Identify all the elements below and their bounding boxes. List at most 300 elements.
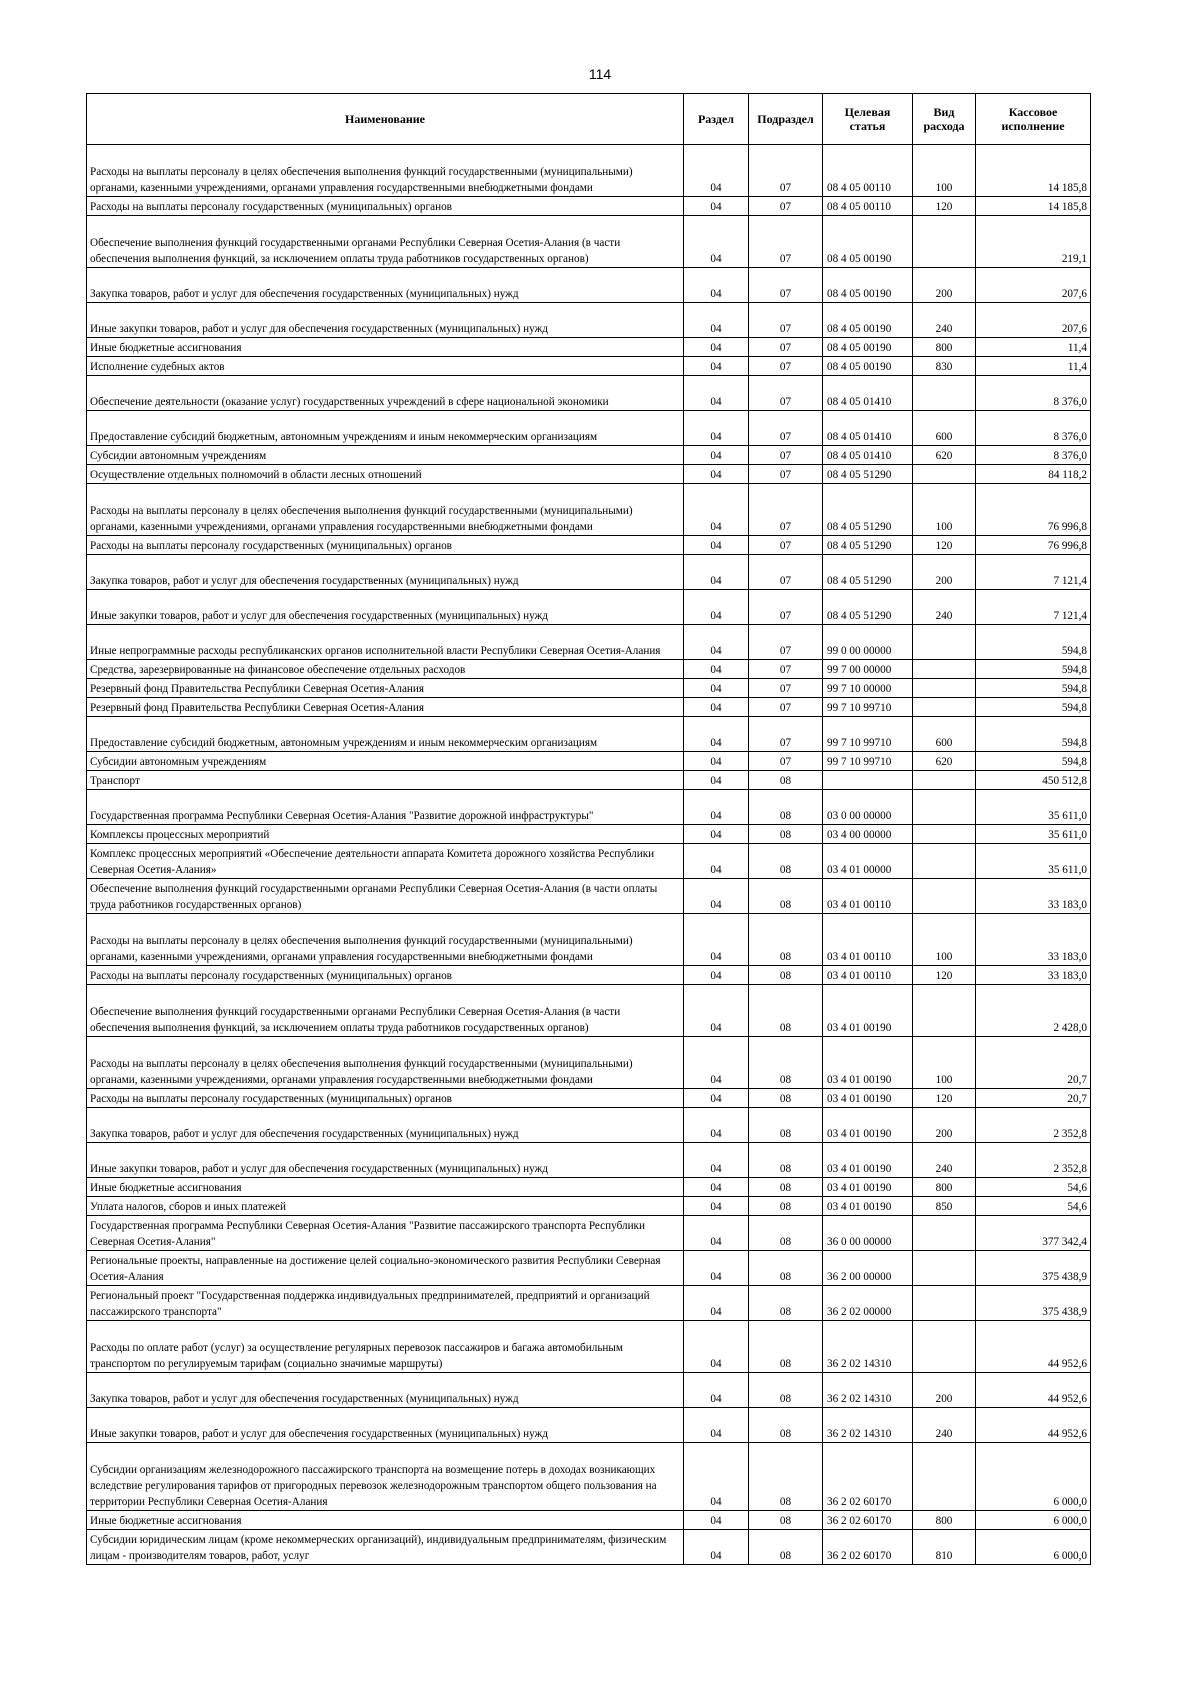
cell-target-article: 03 4 01 00190: [823, 1108, 913, 1143]
cell-expense-type: [913, 216, 976, 268]
table-row: [87, 1216, 1091, 1251]
cell-expense-type: 200: [913, 268, 976, 303]
table-row: [87, 844, 1091, 879]
table-row: [87, 446, 1091, 465]
cell-name: Расходы по оплате работ (услуг) за осуществление регулярных перевозок пассажиров и багажа автомобильным транспортом по регулируемым тарифам (социально значимые маршруты): [87, 1321, 684, 1373]
cell-name: Предоставление субсидий бюджетным, автономным учреждениям и иным некоммерческим организациям: [87, 717, 684, 752]
table-row: [87, 1511, 1091, 1530]
cell-target-article: 08 4 05 51290: [823, 536, 913, 555]
cell-target-article: 03 4 01 00190: [823, 1089, 913, 1108]
cell-name: Закупка товаров, работ и услуг для обеспечения государственных (муниципальных) нужд: [87, 555, 684, 590]
cell-expense-type: 200: [913, 1373, 976, 1408]
cell-podrazdel: 07: [749, 660, 823, 679]
cell-target-article: 36 2 02 60170: [823, 1530, 913, 1565]
cell-razdel: 04: [684, 1321, 749, 1373]
cell-name: Иные закупки товаров, работ и услуг для обеспечения государственных (муниципальных) нужд: [87, 1143, 684, 1178]
cell-name: Расходы на выплаты персоналу государственных (муниципальных) органов: [87, 1089, 684, 1108]
table-row: [87, 914, 1091, 966]
cell-razdel: 04: [684, 914, 749, 966]
table-row: [87, 1408, 1091, 1443]
cell-podrazdel: 07: [749, 338, 823, 357]
cell-podrazdel: 08: [749, 966, 823, 985]
cell-name: Иные закупки товаров, работ и услуг для обеспечения государственных (муниципальных) нужд: [87, 303, 684, 338]
cell-podrazdel: 07: [749, 303, 823, 338]
cell-cash-execution: 594,8: [976, 698, 1091, 717]
cell-podrazdel: 07: [749, 752, 823, 771]
cell-target-article: 08 4 05 00190: [823, 303, 913, 338]
cell-cash-execution: 2 428,0: [976, 985, 1091, 1037]
cell-razdel: 04: [684, 966, 749, 985]
cell-cash-execution: 44 952,6: [976, 1321, 1091, 1373]
table-row: [87, 555, 1091, 590]
table-row: [87, 1143, 1091, 1178]
cell-razdel: 04: [684, 660, 749, 679]
cell-razdel: 04: [684, 411, 749, 446]
table-row: [87, 1178, 1091, 1197]
cell-expense-type: 100: [913, 1037, 976, 1089]
page-number: 114: [588, 66, 612, 82]
cell-podrazdel: 08: [749, 1373, 823, 1408]
cell-name: Региональный проект "Государственная поддержка индивидуальных предпринимателей, предприятий и организаций пассажирского транспорта": [87, 1286, 684, 1321]
cell-target-article: 36 2 02 00000: [823, 1286, 913, 1321]
cell-expense-type: [913, 1251, 976, 1286]
cell-target-article: 03 4 01 00110: [823, 914, 913, 966]
cell-cash-execution: 76 996,8: [976, 484, 1091, 536]
table-row: [87, 825, 1091, 844]
cell-podrazdel: 08: [749, 1037, 823, 1089]
cell-expense-type: 620: [913, 752, 976, 771]
cell-expense-type: 240: [913, 590, 976, 625]
cell-razdel: 04: [684, 1251, 749, 1286]
cell-name: Средства, зарезервированные на финансовое обеспечение отдельных расходов: [87, 660, 684, 679]
table-row: [87, 771, 1091, 790]
cell-expense-type: 240: [913, 1408, 976, 1443]
cell-cash-execution: 35 611,0: [976, 825, 1091, 844]
cell-expense-type: 830: [913, 357, 976, 376]
cell-podrazdel: 08: [749, 1108, 823, 1143]
cell-name: Предоставление субсидий бюджетным, автономным учреждениям и иным некоммерческим организациям: [87, 411, 684, 446]
cell-razdel: 04: [684, 1286, 749, 1321]
table-row: [87, 590, 1091, 625]
cell-name: Расходы на выплаты персоналу в целях обеспечения выполнения функций государственными (муниципальными) органами, казенными учреждениями, органами управления государственными внебюджетными фондами: [87, 914, 684, 966]
cell-cash-execution: 35 611,0: [976, 844, 1091, 879]
cell-podrazdel: 07: [749, 268, 823, 303]
cell-expense-type: [913, 825, 976, 844]
cell-target-article: 08 4 05 01410: [823, 446, 913, 465]
cell-expense-type: [913, 679, 976, 698]
cell-expense-type: [913, 844, 976, 879]
cell-razdel: 04: [684, 1178, 749, 1197]
cell-name: Закупка товаров, работ и услуг для обеспечения государственных (муниципальных) нужд: [87, 1373, 684, 1408]
cell-razdel: 04: [684, 771, 749, 790]
cell-name: Комплексы процессных мероприятий: [87, 825, 684, 844]
cell-razdel: 04: [684, 376, 749, 411]
cell-name: Резервный фонд Правительства Республики Северная Осетия-Алания: [87, 679, 684, 698]
cell-podrazdel: 08: [749, 879, 823, 914]
table-row: [87, 1089, 1091, 1108]
cell-cash-execution: 44 952,6: [976, 1408, 1091, 1443]
cell-name: Транспорт: [87, 771, 684, 790]
cell-target-article: 08 4 05 00110: [823, 145, 913, 197]
table-row: [87, 216, 1091, 268]
cell-target-article: 08 4 05 51290: [823, 590, 913, 625]
table-row: [87, 1443, 1091, 1511]
cell-target-article: 08 4 05 00190: [823, 216, 913, 268]
cell-target-article: [823, 771, 913, 790]
cell-expense-type: 200: [913, 555, 976, 590]
cell-cash-execution: 594,8: [976, 679, 1091, 698]
cell-cash-execution: 6 000,0: [976, 1511, 1091, 1530]
table-row: [87, 411, 1091, 446]
cell-expense-type: 800: [913, 1178, 976, 1197]
cell-target-article: 99 7 10 00000: [823, 679, 913, 698]
table-body: [87, 145, 1091, 1565]
cell-cash-execution: 2 352,8: [976, 1108, 1091, 1143]
cell-target-article: 08 4 05 00190: [823, 357, 913, 376]
cell-podrazdel: 08: [749, 1197, 823, 1216]
cell-target-article: 08 4 05 01410: [823, 376, 913, 411]
cell-name: Расходы на выплаты персоналу в целях обеспечения выполнения функций государственными (муниципальными) органами, казенными учреждениями, органами управления государственными внебюджетными фондами: [87, 145, 684, 197]
table-row: [87, 536, 1091, 555]
cell-expense-type: 240: [913, 1143, 976, 1178]
cell-target-article: 03 4 01 00110: [823, 879, 913, 914]
cell-cash-execution: 207,6: [976, 303, 1091, 338]
cell-cash-execution: 6 000,0: [976, 1530, 1091, 1565]
cell-expense-type: [913, 879, 976, 914]
cell-expense-type: 100: [913, 914, 976, 966]
cell-target-article: 36 2 02 60170: [823, 1443, 913, 1511]
cell-podrazdel: 08: [749, 771, 823, 790]
table-row: [87, 303, 1091, 338]
cell-podrazdel: 07: [749, 145, 823, 197]
cell-name: Иные закупки товаров, работ и услуг для обеспечения государственных (муниципальных) нужд: [87, 590, 684, 625]
cell-cash-execution: 35 611,0: [976, 790, 1091, 825]
cell-razdel: 04: [684, 465, 749, 484]
cell-target-article: 99 7 10 99710: [823, 717, 913, 752]
cell-expense-type: 200: [913, 1108, 976, 1143]
cell-expense-type: [913, 660, 976, 679]
table-row: [87, 465, 1091, 484]
cell-cash-execution: 375 438,9: [976, 1286, 1091, 1321]
cell-razdel: 04: [684, 357, 749, 376]
table-row: [87, 698, 1091, 717]
cell-name: Иные непрограммные расходы республиканских органов исполнительной власти Республики Северная Осетия-Алания: [87, 625, 684, 660]
cell-name: Расходы на выплаты персоналу государственных (муниципальных) органов: [87, 536, 684, 555]
cell-expense-type: 800: [913, 338, 976, 357]
cell-razdel: 04: [684, 717, 749, 752]
cell-name: Государственная программа Республики Северная Осетия-Алания "Развитие дорожной инфраструктуры": [87, 790, 684, 825]
cell-razdel: 04: [684, 446, 749, 465]
table-row: [87, 717, 1091, 752]
table-row: [87, 145, 1091, 197]
cell-razdel: 04: [684, 338, 749, 357]
cell-name: Расходы на выплаты персоналу государственных (муниципальных) органов: [87, 197, 684, 216]
cell-razdel: 04: [684, 1089, 749, 1108]
cell-podrazdel: 07: [749, 465, 823, 484]
cell-name: Иные закупки товаров, работ и услуг для обеспечения государственных (муниципальных) нужд: [87, 1408, 684, 1443]
budget-execution-table: [86, 93, 1091, 1565]
cell-name: Расходы на выплаты персоналу в целях обеспечения выполнения функций государственными (муниципальными) органами, казенными учреждениями, органами управления государственными внебюджетными фондами: [87, 1037, 684, 1089]
cell-cash-execution: 44 952,6: [976, 1373, 1091, 1408]
cell-cash-execution: 84 118,2: [976, 465, 1091, 484]
cell-target-article: 08 4 05 51290: [823, 465, 913, 484]
cell-expense-type: 850: [913, 1197, 976, 1216]
table-row: [87, 790, 1091, 825]
table-row: [87, 376, 1091, 411]
cell-target-article: 36 2 02 14310: [823, 1373, 913, 1408]
cell-target-article: 08 4 05 00110: [823, 197, 913, 216]
cell-name: Осуществление отдельных полномочий в области лесных отношений: [87, 465, 684, 484]
header-target-article: Целевая статья: [823, 94, 913, 145]
cell-razdel: 04: [684, 1037, 749, 1089]
cell-razdel: 04: [684, 752, 749, 771]
table-row: [87, 752, 1091, 771]
cell-podrazdel: 08: [749, 1408, 823, 1443]
cell-name: Иные бюджетные ассигнования: [87, 338, 684, 357]
cell-razdel: 04: [684, 1143, 749, 1178]
cell-expense-type: [913, 790, 976, 825]
cell-cash-execution: 8 376,0: [976, 411, 1091, 446]
table-row: [87, 268, 1091, 303]
cell-podrazdel: 08: [749, 1321, 823, 1373]
table-row: [87, 625, 1091, 660]
cell-cash-execution: 14 185,8: [976, 197, 1091, 216]
cell-razdel: 04: [684, 1216, 749, 1251]
cell-podrazdel: 07: [749, 679, 823, 698]
cell-razdel: 04: [684, 145, 749, 197]
cell-razdel: 04: [684, 590, 749, 625]
cell-expense-type: 120: [913, 536, 976, 555]
cell-target-article: 99 7 00 00000: [823, 660, 913, 679]
header-podrazdel: Подраздел: [749, 94, 823, 145]
cell-podrazdel: 08: [749, 1530, 823, 1565]
cell-name: Государственная программа Республики Северная Осетия-Алания "Развитие пассажирского транспорта Республики Северная Осетия-Алания": [87, 1216, 684, 1251]
cell-expense-type: [913, 1443, 976, 1511]
cell-razdel: 04: [684, 536, 749, 555]
cell-name: Обеспечение выполнения функций государственными органами Республики Северная Осетия-Алания (в части обеспечения выполнения функций, за исключением оплаты труда работников государственных органов): [87, 985, 684, 1037]
cell-razdel: 04: [684, 555, 749, 590]
cell-razdel: 04: [684, 1443, 749, 1511]
cell-name: Обеспечение выполнения функций государственными органами Республики Северная Осетия-Алания (в части обеспечения выполнения функций, за исключением оплаты труда работников государственных органов): [87, 216, 684, 268]
header-razdel: Раздел: [684, 94, 749, 145]
header-expense-type: Вид расхода: [913, 94, 976, 145]
cell-target-article: 36 2 02 14310: [823, 1321, 913, 1373]
cell-podrazdel: 07: [749, 197, 823, 216]
cell-target-article: 03 0 00 00000: [823, 790, 913, 825]
cell-podrazdel: 08: [749, 914, 823, 966]
header-name: Наименование: [87, 94, 684, 145]
cell-podrazdel: 08: [749, 1511, 823, 1530]
cell-name: Закупка товаров, работ и услуг для обеспечения государственных (муниципальных) нужд: [87, 1108, 684, 1143]
cell-name: Субсидии автономным учреждениям: [87, 446, 684, 465]
cell-name: Исполнение судебных актов: [87, 357, 684, 376]
cell-razdel: 04: [684, 625, 749, 660]
cell-target-article: 08 4 05 00190: [823, 338, 913, 357]
cell-podrazdel: 08: [749, 790, 823, 825]
cell-cash-execution: 20,7: [976, 1089, 1091, 1108]
cell-expense-type: 620: [913, 446, 976, 465]
cell-cash-execution: 11,4: [976, 357, 1091, 376]
cell-razdel: 04: [684, 698, 749, 717]
cell-razdel: 04: [684, 303, 749, 338]
cell-cash-execution: 7 121,4: [976, 555, 1091, 590]
header-cash-execution: Кассовое исполнение: [976, 94, 1091, 145]
cell-razdel: 04: [684, 268, 749, 303]
table-row: [87, 357, 1091, 376]
cell-podrazdel: 08: [749, 1143, 823, 1178]
cell-cash-execution: 54,6: [976, 1197, 1091, 1216]
cell-target-article: 36 2 02 14310: [823, 1408, 913, 1443]
cell-podrazdel: 08: [749, 1178, 823, 1197]
cell-name: Расходы на выплаты персоналу государственных (муниципальных) органов: [87, 966, 684, 985]
table-row: [87, 338, 1091, 357]
table-row: [87, 1373, 1091, 1408]
cell-razdel: 04: [684, 1373, 749, 1408]
cell-expense-type: [913, 625, 976, 660]
cell-expense-type: 120: [913, 966, 976, 985]
cell-cash-execution: 450 512,8: [976, 771, 1091, 790]
cell-target-article: 36 0 00 00000: [823, 1216, 913, 1251]
cell-name: Субсидии юридическим лицам (кроме некоммерческих организаций), индивидуальным предпринимателям, физическим лицам - производителям товаров, работ, услуг: [87, 1530, 684, 1565]
cell-razdel: 04: [684, 197, 749, 216]
cell-podrazdel: 08: [749, 825, 823, 844]
cell-cash-execution: 8 376,0: [976, 376, 1091, 411]
cell-name: Обеспечение деятельности (оказание услуг) государственных учреждений в сфере национальной экономики: [87, 376, 684, 411]
cell-cash-execution: 33 183,0: [976, 879, 1091, 914]
cell-podrazdel: 08: [749, 985, 823, 1037]
table-row: [87, 1037, 1091, 1089]
cell-cash-execution: 7 121,4: [976, 590, 1091, 625]
table-row: [87, 1530, 1091, 1565]
cell-cash-execution: 76 996,8: [976, 536, 1091, 555]
cell-cash-execution: 594,8: [976, 625, 1091, 660]
cell-target-article: 08 4 05 01410: [823, 411, 913, 446]
cell-target-article: 08 4 05 51290: [823, 484, 913, 536]
cell-name: Региональные проекты, направленные на достижение целей социально-экономического развития Республики Северная Осетия-Алания: [87, 1251, 684, 1286]
cell-podrazdel: 08: [749, 1286, 823, 1321]
cell-podrazdel: 07: [749, 411, 823, 446]
cell-razdel: 04: [684, 1108, 749, 1143]
cell-podrazdel: 07: [749, 555, 823, 590]
cell-expense-type: 800: [913, 1511, 976, 1530]
cell-name: Субсидии автономным учреждениям: [87, 752, 684, 771]
cell-cash-execution: 207,6: [976, 268, 1091, 303]
cell-razdel: 04: [684, 790, 749, 825]
cell-target-article: 03 4 01 00000: [823, 844, 913, 879]
cell-name: Комплекс процессных мероприятий «Обеспечение деятельности аппарата Комитета дорожного хозяйства Республики Северная Осетия-Алания»: [87, 844, 684, 879]
cell-expense-type: [913, 698, 976, 717]
cell-razdel: 04: [684, 985, 749, 1037]
cell-podrazdel: 07: [749, 698, 823, 717]
cell-cash-execution: 54,6: [976, 1178, 1091, 1197]
cell-cash-execution: 594,8: [976, 752, 1091, 771]
cell-target-article: 03 4 01 00110: [823, 966, 913, 985]
cell-razdel: 04: [684, 216, 749, 268]
cell-target-article: 08 4 05 00190: [823, 268, 913, 303]
table-row: [87, 1197, 1091, 1216]
cell-expense-type: [913, 465, 976, 484]
table-row: [87, 1321, 1091, 1373]
cell-target-article: 99 0 00 00000: [823, 625, 913, 660]
cell-target-article: 36 2 02 60170: [823, 1511, 913, 1530]
cell-podrazdel: 07: [749, 484, 823, 536]
cell-name: Обеспечение выполнения функций государственными органами Республики Северная Осетия-Алания (в части оплаты труда работников государственных органов): [87, 879, 684, 914]
cell-target-article: 03 4 01 00190: [823, 1178, 913, 1197]
cell-target-article: 36 2 00 00000: [823, 1251, 913, 1286]
cell-expense-type: [913, 771, 976, 790]
cell-razdel: 04: [684, 1511, 749, 1530]
cell-cash-execution: 2 352,8: [976, 1143, 1091, 1178]
cell-name: Расходы на выплаты персоналу в целях обеспечения выполнения функций государственными (муниципальными) органами, казенными учреждениями, органами управления государственными внебюджетными фондами: [87, 484, 684, 536]
cell-expense-type: 600: [913, 717, 976, 752]
cell-expense-type: 810: [913, 1530, 976, 1565]
cell-cash-execution: 375 438,9: [976, 1251, 1091, 1286]
cell-razdel: 04: [684, 825, 749, 844]
cell-expense-type: 100: [913, 484, 976, 536]
cell-expense-type: 120: [913, 1089, 976, 1108]
cell-podrazdel: 07: [749, 717, 823, 752]
cell-razdel: 04: [684, 1197, 749, 1216]
cell-expense-type: [913, 1286, 976, 1321]
cell-name: Иные бюджетные ассигнования: [87, 1511, 684, 1530]
cell-podrazdel: 07: [749, 446, 823, 465]
cell-podrazdel: 07: [749, 625, 823, 660]
table-header-row: [87, 94, 1091, 145]
cell-razdel: 04: [684, 1530, 749, 1565]
table-row: [87, 966, 1091, 985]
table-row: [87, 1251, 1091, 1286]
cell-cash-execution: 33 183,0: [976, 914, 1091, 966]
cell-razdel: 04: [684, 484, 749, 536]
cell-podrazdel: 07: [749, 590, 823, 625]
cell-podrazdel: 08: [749, 1251, 823, 1286]
cell-cash-execution: 20,7: [976, 1037, 1091, 1089]
cell-cash-execution: 594,8: [976, 717, 1091, 752]
cell-podrazdel: 07: [749, 357, 823, 376]
cell-podrazdel: 08: [749, 844, 823, 879]
cell-cash-execution: 33 183,0: [976, 966, 1091, 985]
cell-expense-type: [913, 985, 976, 1037]
table-row: [87, 1108, 1091, 1143]
cell-target-article: 03 4 01 00190: [823, 985, 913, 1037]
cell-target-article: 99 7 10 99710: [823, 752, 913, 771]
cell-expense-type: [913, 1216, 976, 1251]
cell-target-article: 03 4 01 00190: [823, 1037, 913, 1089]
cell-cash-execution: 14 185,8: [976, 145, 1091, 197]
cell-podrazdel: 07: [749, 536, 823, 555]
cell-razdel: 04: [684, 844, 749, 879]
table-row: [87, 484, 1091, 536]
cell-cash-execution: 11,4: [976, 338, 1091, 357]
cell-podrazdel: 08: [749, 1089, 823, 1108]
cell-cash-execution: 377 342,4: [976, 1216, 1091, 1251]
cell-target-article: 99 7 10 99710: [823, 698, 913, 717]
cell-cash-execution: 594,8: [976, 660, 1091, 679]
cell-cash-execution: 219,1: [976, 216, 1091, 268]
table-row: [87, 985, 1091, 1037]
cell-target-article: 03 4 00 00000: [823, 825, 913, 844]
cell-expense-type: 240: [913, 303, 976, 338]
cell-razdel: 04: [684, 679, 749, 698]
table-row: [87, 660, 1091, 679]
cell-name: Уплата налогов, сборов и иных платежей: [87, 1197, 684, 1216]
table-row: [87, 197, 1091, 216]
cell-target-article: 03 4 01 00190: [823, 1197, 913, 1216]
cell-target-article: 08 4 05 51290: [823, 555, 913, 590]
cell-name: Закупка товаров, работ и услуг для обеспечения государственных (муниципальных) нужд: [87, 268, 684, 303]
cell-razdel: 04: [684, 1408, 749, 1443]
cell-name: Субсидии организациям железнодорожного пассажирского транспорта на возмещение потерь в доходах возникающих вследствие регулирования тарифов от пригородных перевозок железнодорожным транспортом общего пользования на территории Республики Северная Осетия-Алания: [87, 1443, 684, 1511]
